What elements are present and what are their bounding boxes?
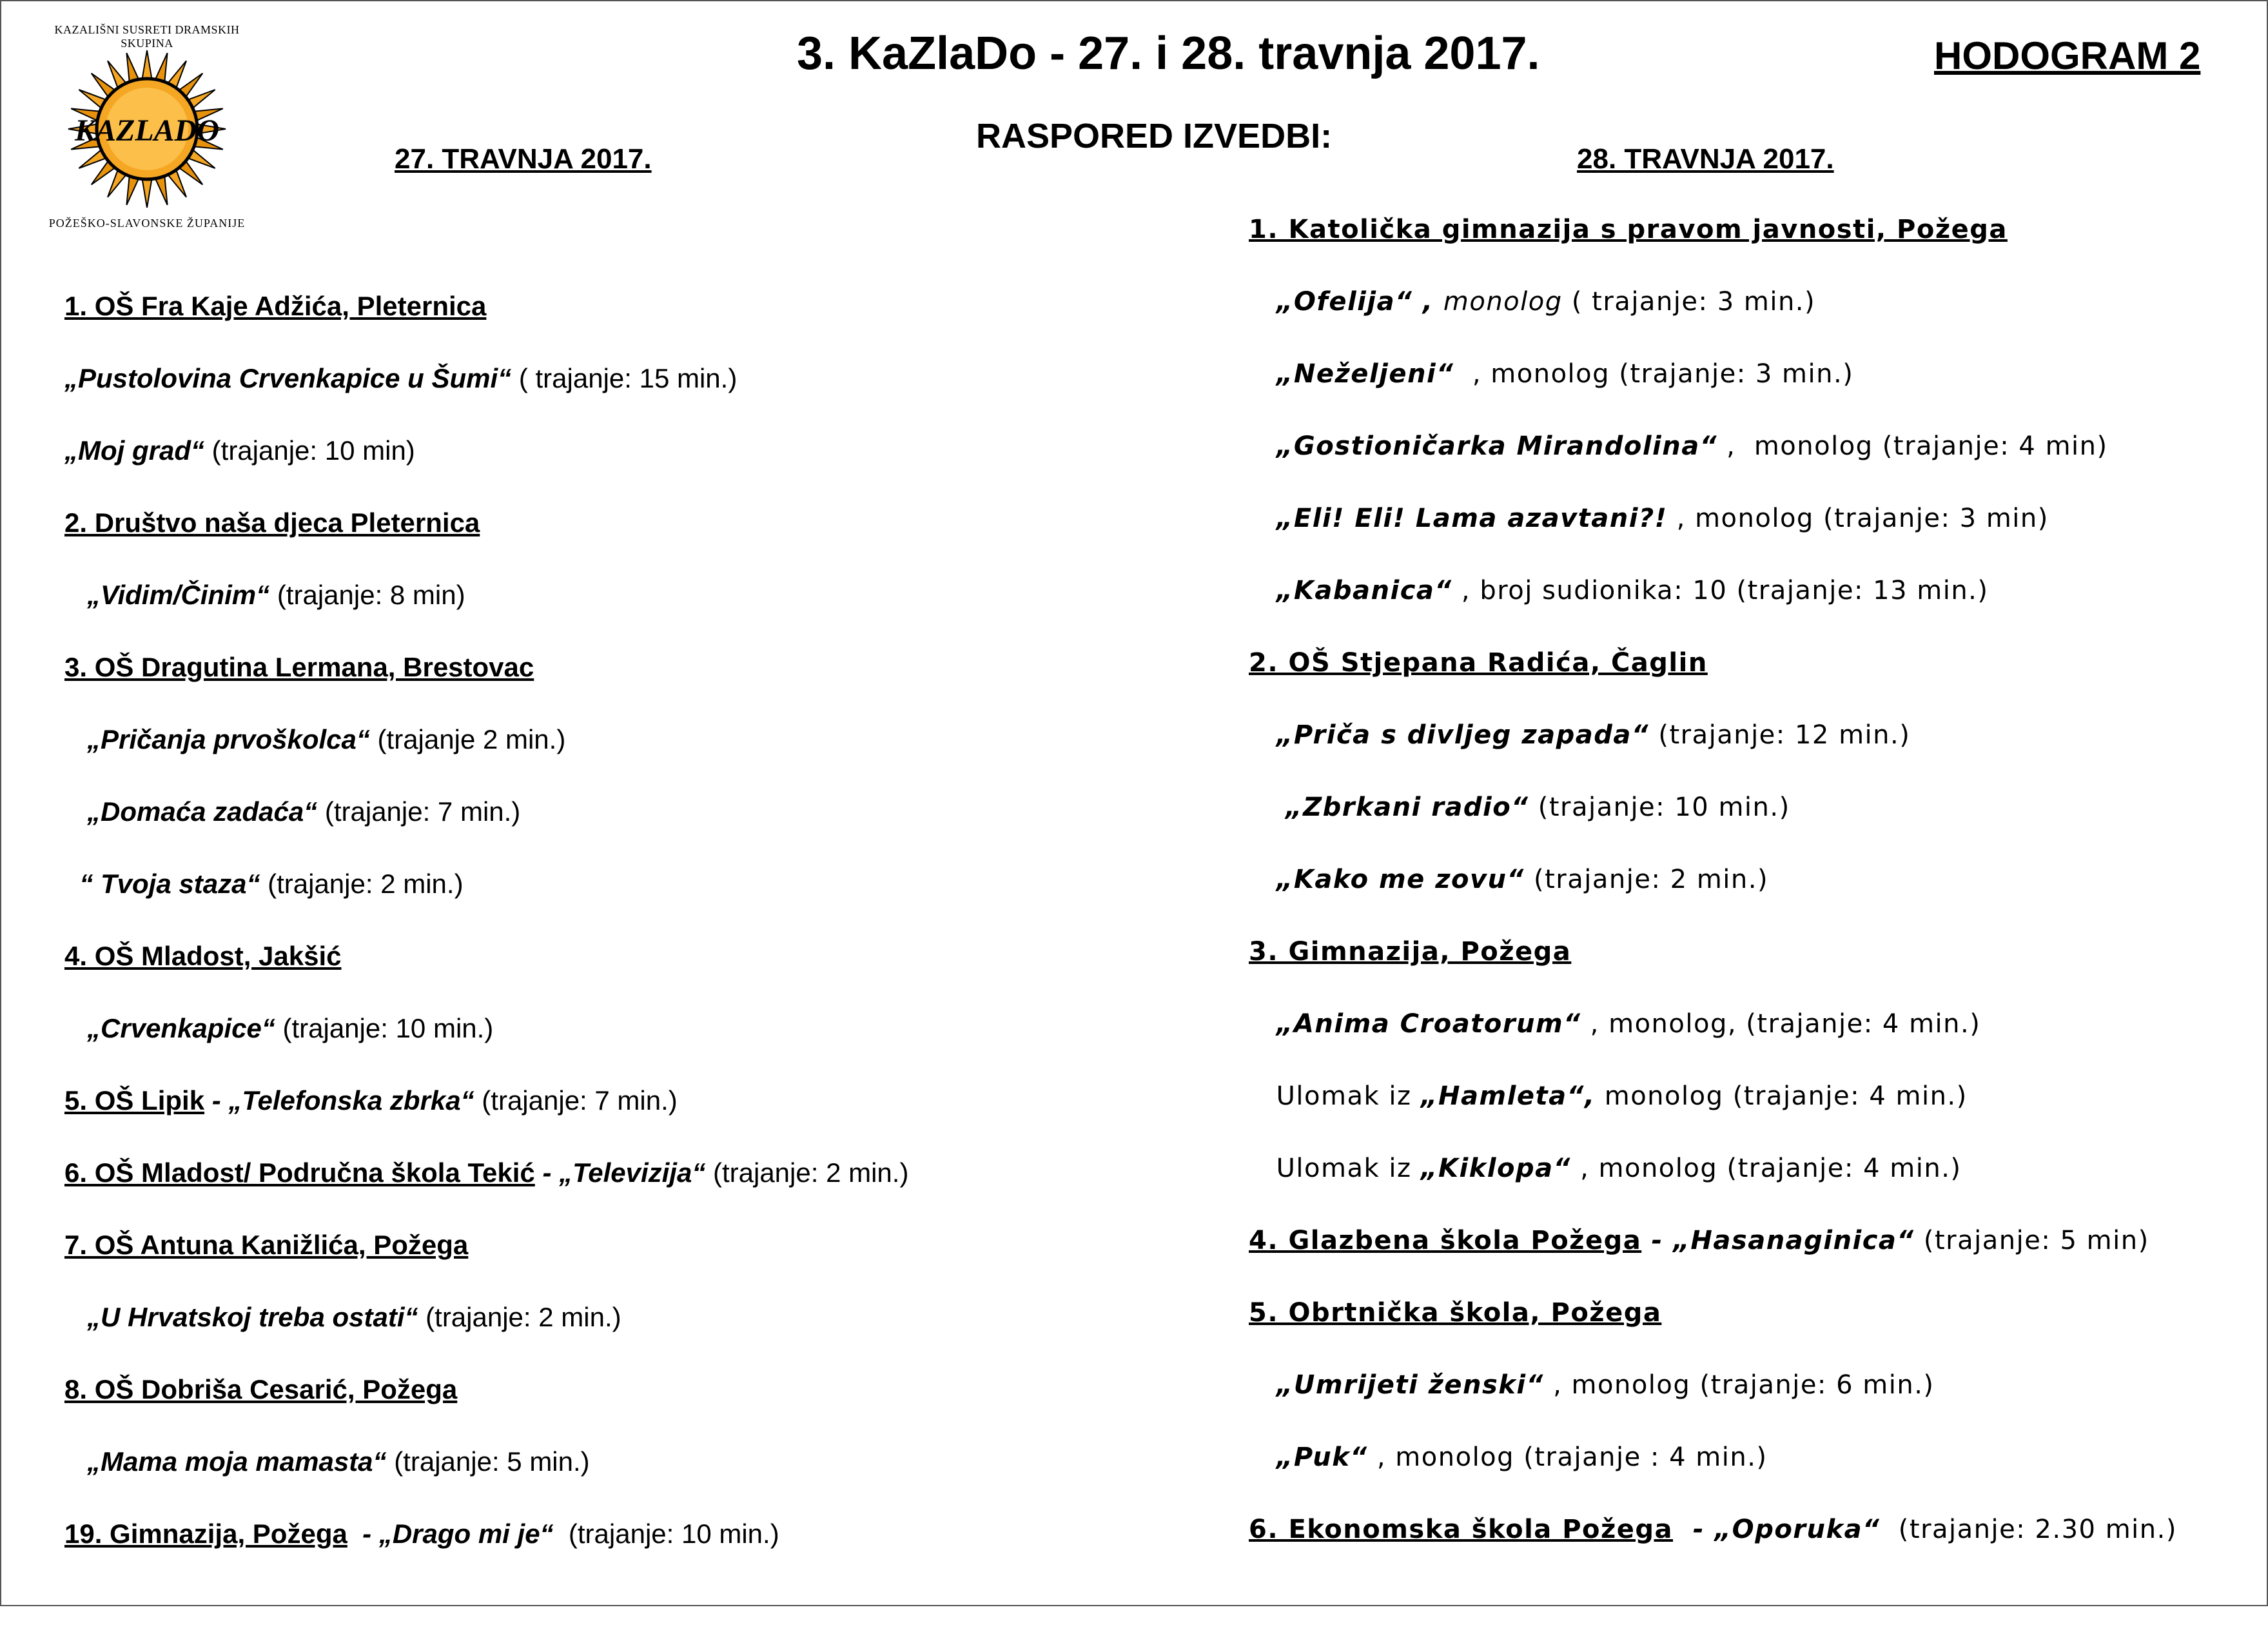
- separator: -: [347, 1519, 379, 1549]
- separator: -: [204, 1085, 229, 1116]
- school-name: 1. Katolička gimnazija s pravom javnosti, Požega: [1249, 215, 2008, 244]
- play-title: “ Tvoja staza“: [79, 869, 260, 899]
- schedule-entry: [1249, 1005, 2177, 1077]
- indent: [64, 1302, 87, 1332]
- duration-text: (trajanje: 2 min.): [418, 1302, 621, 1332]
- play-title: „Vidim/Činim“: [87, 580, 270, 610]
- play-title: „Zbrkani radio“: [1285, 792, 1529, 822]
- play-title: „Ofelija“ ,: [1276, 287, 1443, 317]
- logo-bottom-text: POŽEŠKO-SLAVONSKE ŽUPANIJE: [48, 217, 246, 230]
- schedule-entry: [64, 576, 908, 648]
- schedule-entry: [1249, 1221, 2177, 1293]
- separator: -: [534, 1157, 560, 1188]
- schedule-entry: [64, 865, 908, 937]
- duration-text: (trajanje: 7 min.): [317, 796, 521, 827]
- school-name: 1. OŠ Fra Kaje Adžića, Pleternica: [64, 291, 487, 321]
- play-type: monolog: [1443, 287, 1563, 317]
- sun-emblem-icon: [44, 45, 250, 213]
- school-name: 5. Obrtnička škola, Požega: [1249, 1298, 1662, 1328]
- indent: [1249, 865, 1276, 894]
- play-title: „Kako me zovu“: [1276, 865, 1525, 894]
- schedule-entry: [1249, 716, 2177, 788]
- logo-top-text: KAZALIŠNI SUSRETI DRAMSKIH SKUPINA: [54, 23, 240, 50]
- sun-ray: [142, 177, 152, 208]
- indent: [1249, 504, 1276, 533]
- day1-schedule: [64, 287, 908, 1587]
- indent: [1249, 287, 1276, 317]
- indent: [1249, 1370, 1276, 1400]
- hodogram-label: HODOGRAM 2: [1934, 34, 2201, 77]
- schedule-entry: [1249, 427, 2177, 499]
- schedule-entry: [1249, 355, 2177, 427]
- duration-text: (trajanje: 7 min.): [474, 1085, 678, 1116]
- play-title: „Crvenkapice“: [87, 1013, 275, 1043]
- indent: [64, 869, 79, 899]
- duration-text: , monolog (trajanje: 4 min): [1717, 431, 2108, 461]
- indent: [64, 1013, 87, 1043]
- day1-date: 27. TRAVNJA 2017.: [395, 143, 652, 175]
- play-title: „Mama moja mamasta“: [87, 1446, 387, 1477]
- school-name: 6. Ekonomska škola Požega: [1249, 1515, 1674, 1544]
- play-title: „Kiklopa“: [1420, 1154, 1571, 1183]
- separator: -: [1641, 1226, 1674, 1255]
- duration-text: (trajanje: 2 min.): [1524, 865, 1769, 894]
- duration-text: , monolog (trajanje : 4 min.): [1367, 1442, 1768, 1472]
- indent: [1249, 1154, 1276, 1183]
- school-name: 4. Glazbena škola Požega: [1249, 1226, 1642, 1255]
- duration-text: (trajanje 2 min.): [369, 724, 566, 754]
- schedule-entry: [1249, 282, 2177, 355]
- schedule-entry: [64, 1081, 908, 1154]
- school-heading: [64, 1226, 908, 1298]
- play-title: „Priča s divljeg zapada“: [1276, 720, 1650, 750]
- schedule-entry: [1249, 1366, 2177, 1438]
- school-name: 2. Društvo naša djeca Pleternica: [64, 507, 480, 538]
- duration-text: (trajanje: 10 min.): [1529, 792, 1790, 822]
- schedule-entry: [64, 720, 908, 792]
- duration-text: (trajanje: 2 min.): [705, 1157, 909, 1188]
- schedule-entry: [1249, 571, 2177, 644]
- school-heading: [64, 648, 908, 720]
- play-title: „Gostioničarka Mirandolina“: [1276, 431, 1717, 461]
- play-title: „Hamleta“,: [1420, 1081, 1596, 1111]
- indent: [1249, 1081, 1276, 1111]
- indent: [64, 724, 87, 754]
- schedule-entry: [1249, 1077, 2177, 1149]
- duration-text: (trajanje: 2 min.): [260, 869, 464, 899]
- play-title: „U Hrvatskoj treba ostati“: [87, 1302, 418, 1332]
- duration-text: (trajanje: 10 min): [204, 435, 415, 466]
- play-title: „Pričanja prvoškolca“: [87, 724, 370, 754]
- schedule-entry: [1249, 860, 2177, 932]
- indent: [1249, 1009, 1276, 1039]
- schedule-entry: [64, 1515, 908, 1587]
- school-name: 6. OŠ Mladost/ Područna škola Tekić: [64, 1157, 535, 1188]
- schedule-entry: [64, 431, 908, 504]
- duration-text: ( trajanje: 3 min.): [1562, 287, 1816, 317]
- school-name: 7. OŠ Antuna Kanižlića, Požega: [64, 1230, 469, 1260]
- play-title: „Drago mi je“: [378, 1519, 554, 1549]
- duration-text: (trajanje: 8 min): [269, 580, 465, 610]
- play-title: „Anima Croatorum“: [1276, 1009, 1581, 1039]
- indent: [64, 580, 87, 610]
- school-heading: [1249, 210, 2177, 282]
- school-heading: [64, 1370, 908, 1442]
- indent: [1249, 1442, 1276, 1472]
- play-title: „Hasanaginica“: [1673, 1226, 1915, 1255]
- school-name: 3. Gimnazija, Požega: [1249, 937, 1572, 967]
- duration-text: (trajanje: 5 min): [1914, 1226, 2149, 1255]
- separator: -: [1673, 1515, 1715, 1544]
- schedule-entry: [64, 1009, 908, 1081]
- sun-ray: [142, 50, 152, 81]
- play-title: „Moj grad“: [64, 435, 204, 466]
- logo-emblem-text: KAZLADO: [74, 113, 220, 148]
- indent: [1249, 792, 1286, 822]
- duration-text: (trajanje: 10 min.): [275, 1013, 494, 1043]
- play-title: „Televizija“: [559, 1157, 706, 1188]
- indent: [1249, 720, 1276, 750]
- play-title: „Pustolovina Crvenkapice u Šumi“: [64, 363, 512, 393]
- school-heading: [64, 287, 908, 359]
- school-name: 4. OŠ Mladost, Jakšić: [64, 941, 342, 971]
- play-title: „Neželjeni“: [1276, 359, 1454, 389]
- duration-text: , monolog (trajanje: 6 min.): [1543, 1370, 1935, 1400]
- schedule-entry: [64, 792, 908, 865]
- school-heading: [1249, 1293, 2177, 1366]
- school-heading: [1249, 644, 2177, 716]
- prefix-text: Ulomak iz: [1276, 1154, 1421, 1183]
- schedule-entry: [1249, 1510, 2177, 1582]
- indent: [64, 1446, 87, 1477]
- indent: [1249, 576, 1276, 605]
- duration-text: (trajanje: 2.30 min.): [1880, 1515, 2177, 1544]
- play-title: „Domaća zadaća“: [87, 796, 318, 827]
- school-name: 2. OŠ Stjepana Radića, Čaglin: [1249, 648, 1708, 678]
- schedule-entry: [64, 1442, 908, 1515]
- day2-schedule: [1249, 210, 2177, 1582]
- duration-text: , monolog (trajanje: 3 min): [1667, 504, 2049, 533]
- play-title: „Puk“: [1276, 1442, 1368, 1472]
- play-title: „Eli! Eli! Lama azavtani?!: [1276, 504, 1668, 533]
- schedule-entry: [1249, 499, 2177, 571]
- school-name: 8. OŠ Dobriša Cesarić, Požega: [64, 1374, 458, 1404]
- schedule-entry: [64, 1154, 908, 1226]
- day2-date: 28. TRAVNJA 2017.: [1577, 143, 1834, 175]
- school-name: 5. OŠ Lipik: [64, 1085, 205, 1116]
- duration-text: ( trajanje: 15 min.): [511, 363, 738, 393]
- duration-text: , monolog (trajanje: 3 min.): [1454, 359, 1854, 389]
- schedule-entry: [64, 359, 908, 431]
- duration-text: (trajanje: 10 min.): [553, 1519, 779, 1549]
- school-heading: [64, 504, 908, 576]
- play-title: „Kabanica“: [1276, 576, 1452, 605]
- school-name: 3. OŠ Dragutina Lermana, Brestovac: [64, 652, 534, 682]
- indent: [64, 796, 87, 827]
- duration-text: , broj sudionika: 10 (trajanje: 13 min.): [1452, 576, 1989, 605]
- schedule-entry: [1249, 1149, 2177, 1221]
- duration-text: , monolog (trajanje: 4 min.): [1570, 1154, 1962, 1183]
- duration-text: , monolog, (trajanje: 4 min.): [1581, 1009, 1981, 1039]
- schedule-heading: RASPORED IZVEDBI:: [976, 117, 1333, 155]
- school-heading: [64, 937, 908, 1009]
- duration-text: monolog (trajanje: 4 min.): [1595, 1081, 1968, 1111]
- schedule-entry: [1249, 1438, 2177, 1510]
- play-title: „Oporuka“: [1714, 1515, 1881, 1544]
- page-title: 3. KaZlaDo - 27. i 28. travnja 2017.: [797, 28, 1540, 79]
- indent: [1249, 431, 1276, 461]
- school-name: 19. Gimnazija, Požega: [64, 1519, 347, 1549]
- play-title: „Telefonska zbrka“: [228, 1085, 474, 1116]
- indent: [1249, 359, 1276, 389]
- play-title: „Umrijeti ženski“: [1276, 1370, 1544, 1400]
- school-heading: [1249, 932, 2177, 1005]
- schedule-entry: [1249, 788, 2177, 860]
- kazlado-logo: [37, 19, 257, 239]
- prefix-text: Ulomak iz: [1276, 1081, 1421, 1111]
- duration-text: (trajanje: 5 min.): [386, 1446, 590, 1477]
- schedule-entry: [64, 1298, 908, 1370]
- duration-text: (trajanje: 12 min.): [1649, 720, 1911, 750]
